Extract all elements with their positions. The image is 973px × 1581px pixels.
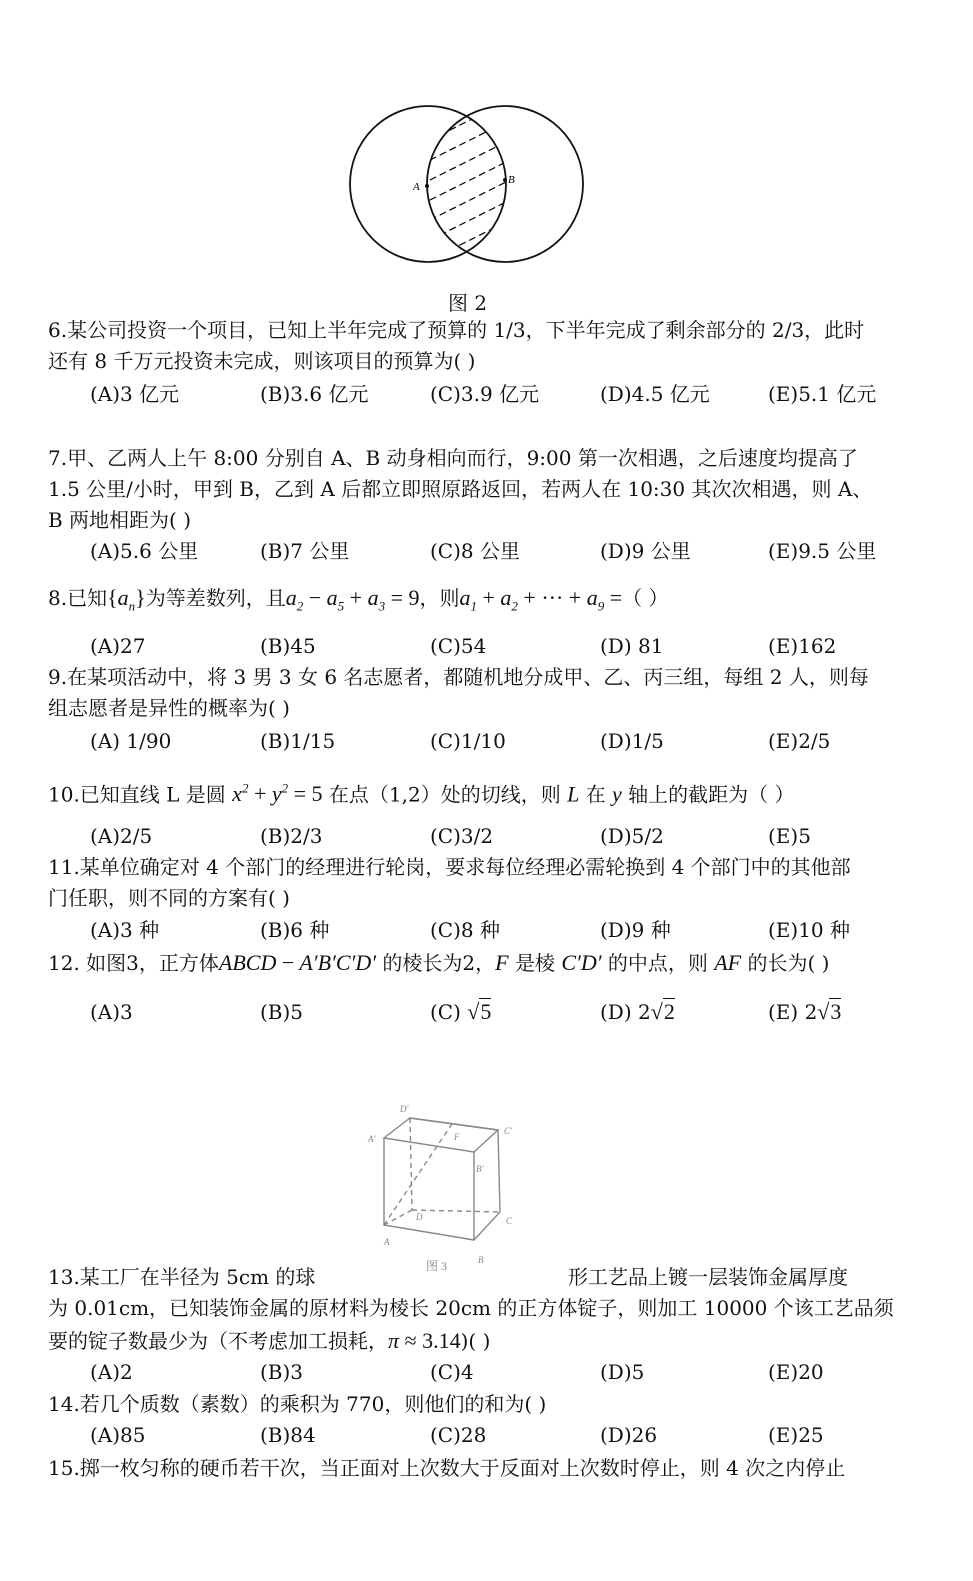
q8-sum-expression: $a_1 + a_2$ + ··· + $a_9$ =	[459, 585, 623, 614]
point-b-label: B	[508, 174, 515, 186]
q8-text-end: （ ）	[622, 586, 669, 610]
q12-option-d-sqrt: √2	[650, 999, 675, 1024]
q7-option-c[interactable]: (C)8 公里	[430, 539, 520, 563]
q7-line-1: 7.甲、乙两人上午 8:00 分别自 A、B 动身相向而行，9:00 第一次相遇，之后速度均提高了	[48, 446, 858, 470]
q12-mid2: 是棱	[514, 951, 555, 975]
cube-label-c: C	[506, 1216, 513, 1226]
q13-line-2: 为 0.01cm，已知装饰金属的原材料为棱长 20cm 的正方体锭子，则加工 10000 个该工艺品须	[48, 1296, 894, 1320]
q12-option-e-sqrt: √3	[817, 999, 842, 1024]
q12-option-c[interactable]	[430, 998, 491, 1026]
q13-line-1	[48, 1262, 890, 1293]
q11-option-b[interactable]: (B)6 种	[260, 918, 330, 942]
q10-stem	[48, 773, 890, 810]
q13-option-b[interactable]: (B)3	[260, 1360, 304, 1384]
q14-line-1: 14.若几个质数（素数）的乘积为 770，则他们的和为( )	[48, 1392, 547, 1416]
cube-label-f: F	[454, 1132, 460, 1142]
q10-end: 轴上的截距为（ ）	[628, 782, 795, 807]
q8-sequence: $\{a_n\}$	[107, 585, 146, 614]
q6-line-2: 还有 8 千万元投资未完成，则该项目的预算为( )	[48, 349, 476, 373]
cube-label-a: A	[384, 1237, 390, 1247]
q7-option-d[interactable]: (D)9 公里	[600, 539, 691, 563]
q11-option-a[interactable]: (A)3 种	[90, 918, 160, 942]
q6-option-e[interactable]: (E)5.1 亿元	[768, 382, 877, 406]
q12-cube-name: ABCD − A′B′C′D′	[218, 950, 377, 975]
q9-line-2: 组志愿者是异性的概率为( )	[48, 696, 290, 720]
q12-prefix: 12. 如图3，正方体	[48, 951, 219, 975]
q8-option-b[interactable]: (B)45	[260, 634, 316, 658]
cube-label-a-prime: A'	[368, 1134, 376, 1144]
q8-stem	[48, 582, 890, 621]
cube-label-b: B	[478, 1255, 484, 1265]
q14-option-d[interactable]: (D)26	[600, 1423, 658, 1447]
q11-line-2: 门任职，则不同的方案有( )	[48, 886, 290, 910]
q10-option-c[interactable]: (C)3/2	[430, 824, 494, 848]
q14-option-e[interactable]: (E)25	[768, 1423, 824, 1447]
q10-option-e[interactable]: (E)5	[768, 824, 811, 848]
q9-option-a[interactable]: (A) 1/90	[90, 729, 172, 753]
figure-2-venn-diagram	[340, 100, 600, 280]
q8-text-then: ，则	[419, 586, 460, 610]
q10-option-a[interactable]: (A)2/5	[90, 824, 153, 848]
shaded-intersection	[420, 110, 510, 265]
cube-label-d: D	[416, 1212, 423, 1222]
q12-end: 的长为( )	[747, 951, 830, 975]
q9-option-b[interactable]: (B)1/15	[260, 729, 336, 753]
q7-line-2: 1.5 公里/小时，甲到 B，乙到 A 后都立即照原路返回，若两人在 10:30 其次次相遇，则 A、	[48, 477, 873, 501]
q12-stem	[48, 947, 890, 979]
cube-label-c-prime: C'	[504, 1126, 512, 1136]
q8-equation: $a_2 - a_5 + a_3 = 9$	[285, 585, 420, 614]
cube-label-d-prime: D'	[400, 1104, 409, 1114]
q8-prefix: 8.已知	[48, 586, 108, 610]
q12-option-e-label: (E) 2	[768, 1000, 818, 1024]
q8-option-d[interactable]: (D) 81	[600, 634, 664, 658]
q15-line-1: 15.掷一枚匀称的硬币若干次，当正面对上次数大于反面对上次数时停止，则 4 次之内停止	[48, 1456, 846, 1480]
q7-option-a[interactable]: (A)5.6 公里	[90, 539, 199, 563]
q6-option-b[interactable]: (B)3.6 亿元	[260, 382, 369, 406]
q12-option-c-sqrt: √5	[467, 999, 492, 1024]
q9-line-1: 9.在某项活动中，将 3 男 3 女 6 名志愿者，都随机地分成甲、乙、丙三组，每组 2 人，则每	[48, 665, 869, 689]
q13-line-3b: )( )	[460, 1329, 491, 1353]
q10-prefix: 10.已知直线 L 是圆	[48, 782, 226, 807]
q11-line-1: 11.某单位确定对 4 个部门的经理进行轮岗，要求每位经理必需轮换到 4 个部门中的其他部	[48, 855, 851, 879]
point-a-label: A	[413, 181, 420, 193]
q12-option-c-label: (C)	[430, 1000, 461, 1024]
q12-point-f: F	[495, 950, 509, 975]
q14-option-c[interactable]: (C)28	[430, 1423, 487, 1447]
q8-option-a[interactable]: (A)27	[90, 634, 146, 658]
q9-option-d[interactable]: (D)1/5	[600, 729, 664, 753]
q8-option-e[interactable]: (E)162	[768, 634, 837, 658]
q8-option-c[interactable]: (C)54	[430, 634, 487, 658]
q12-edge-cd: C′D′	[561, 950, 602, 975]
q13-option-a[interactable]: (A)2	[90, 1360, 133, 1384]
figure-3-cube-diagram	[360, 1100, 540, 1280]
q13-option-c[interactable]: (C)4	[430, 1360, 474, 1384]
q10-axis-symbol: y	[612, 781, 622, 807]
q13-line-3a: 要的锭子数最少为（不考虑加工损耗，	[48, 1329, 388, 1353]
q12-segment-af: AF	[714, 950, 742, 975]
q13-pi-approx: π ≈ 3.14	[388, 1328, 461, 1353]
q10-circle-equation: $x^2 + y^2 = 5$	[232, 781, 323, 807]
q6-option-c[interactable]: (C)3.9 亿元	[430, 382, 540, 406]
q12-option-d[interactable]	[600, 998, 675, 1026]
q12-option-e[interactable]	[768, 998, 841, 1026]
cube-label-b-prime: B'	[476, 1164, 484, 1174]
q9-option-e[interactable]: (E)2/5	[768, 729, 831, 753]
q12-mid3: 的中点，则	[607, 951, 708, 975]
figure-3-caption: 图 3	[426, 1259, 448, 1273]
q8-text-mid: 为等差数列，且	[145, 586, 286, 610]
q6-line-1: 6.某公司投资一个项目，已知上半年完成了预算的 1/3，下半年完成了剩余部分的 2/3，此时	[48, 318, 865, 342]
q7-line-3: B 两地相距为( )	[48, 508, 192, 532]
q11-option-d[interactable]: (D)9 种	[600, 918, 671, 942]
q12-option-d-label: (D) 2	[600, 1000, 651, 1024]
q10-mid: 在点（1,2）处的切线，则	[328, 782, 561, 807]
q12-option-a[interactable]: (A)3	[90, 1000, 133, 1024]
q10-line-symbol: L	[567, 781, 580, 807]
q7-option-b[interactable]: (B)7 公里	[260, 539, 350, 563]
q12-option-b[interactable]: (B)5	[260, 1000, 304, 1024]
q7-option-e[interactable]: (E)9.5 公里	[768, 539, 877, 563]
q6-option-a[interactable]: (A)3 亿元	[90, 382, 180, 406]
q14-option-a[interactable]: (A)85	[90, 1423, 146, 1447]
q14-option-b[interactable]: (B)84	[260, 1423, 316, 1447]
figure-2-caption: 图 2	[448, 291, 488, 315]
q10-option-d[interactable]: (D)5/2	[600, 824, 664, 848]
q9-option-c[interactable]: (C)1/10	[430, 729, 506, 753]
q11-option-c[interactable]: (C)8 种	[430, 918, 500, 942]
q13-line-3	[48, 1325, 890, 1357]
q13-option-d[interactable]: (D)5	[600, 1360, 645, 1384]
q13-option-e[interactable]: (E)20	[768, 1360, 824, 1384]
q6-option-d[interactable]: (D)4.5 亿元	[600, 382, 710, 406]
q13-line-1b: 形工艺品上镀一层装饰金属厚度	[568, 1265, 848, 1289]
q10-mid2: 在	[585, 782, 606, 807]
q12-mid1: 的棱长为2，	[382, 951, 496, 975]
q10-option-b[interactable]: (B)2/3	[260, 824, 323, 848]
q11-option-e[interactable]: (E)10 种	[768, 918, 851, 942]
q13-line-1a: 13.某工厂在半径为 5cm 的球	[48, 1265, 316, 1289]
